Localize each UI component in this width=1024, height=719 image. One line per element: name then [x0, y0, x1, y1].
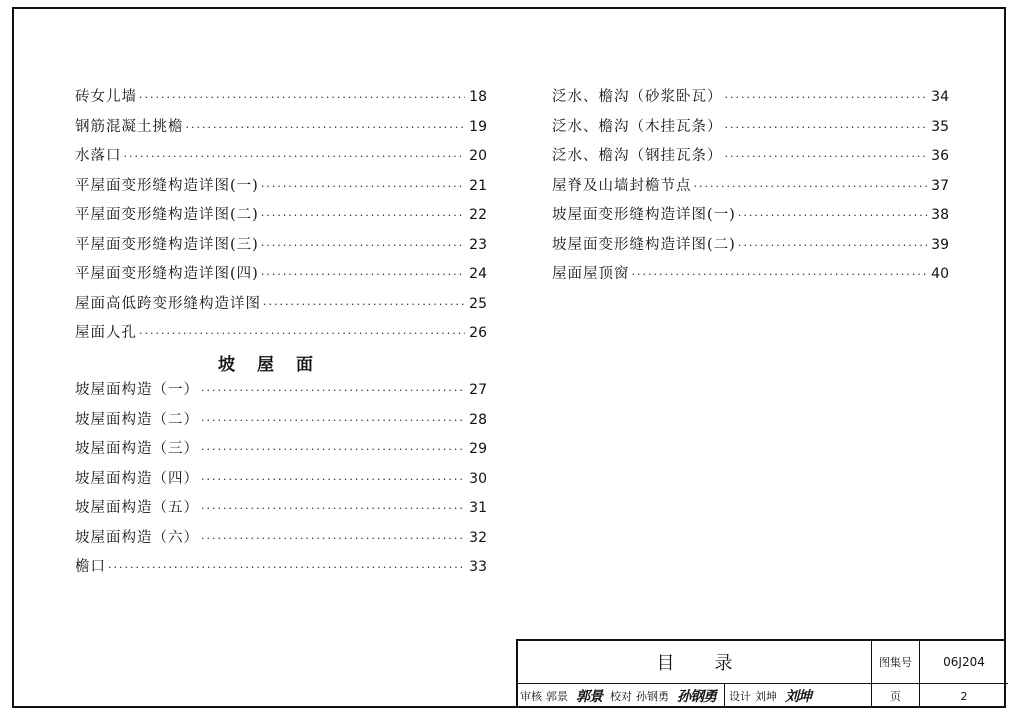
toc-entry	[75, 378, 487, 408]
toc-entry-title: 屋面高低跨变形缝构造详图	[75, 295, 261, 312]
dot-leader	[725, 150, 928, 163]
toc-entry-title: 平屋面变形缝构造详图(四)	[75, 266, 259, 282]
title-block	[516, 639, 1006, 708]
dot-leader	[738, 239, 927, 252]
toc-entry-title: 坡屋面构造（三）	[75, 441, 199, 457]
toc-entry-title: 屋面屋顶窗	[552, 266, 630, 282]
toc-entry-title: 屋脊及山墙封檐节点	[552, 177, 692, 194]
toc-left-sloped-column	[75, 378, 487, 585]
dot-leader	[725, 121, 928, 134]
dot-leader	[738, 209, 927, 222]
designer-signature: 刘坤	[785, 689, 811, 705]
dot-leader	[201, 414, 465, 427]
toc-entry	[75, 144, 487, 174]
toc-entry-title: 屋面人孔	[75, 325, 137, 341]
section-heading: 坡屋面	[218, 355, 335, 375]
toc-entry-page: 34	[931, 89, 949, 105]
page-number: 2	[960, 689, 968, 703]
toc-entry-page: 27	[469, 382, 487, 398]
atlas-label: 图集号	[872, 641, 920, 684]
toc-entry	[75, 526, 487, 556]
toc-entry-page: 21	[469, 177, 487, 194]
toc-entry	[75, 174, 487, 204]
dot-leader	[186, 121, 466, 134]
dot-leader	[201, 443, 465, 456]
toc-entry-title: 砖女儿墙	[75, 89, 137, 105]
toc-entry	[75, 85, 487, 115]
toc-entry-page: 22	[469, 207, 487, 223]
dot-leader	[261, 239, 465, 252]
toc-entry	[75, 262, 487, 292]
dot-leader	[139, 327, 465, 340]
toc-entry-page: 37	[931, 177, 949, 194]
toc-entry-title: 平屋面变形缝构造详图(二)	[75, 207, 259, 223]
toc-entry	[75, 437, 487, 467]
dot-leader	[201, 502, 465, 515]
toc-entry	[552, 174, 949, 204]
toc-entry	[75, 233, 487, 263]
toc-entry-page: 23	[469, 236, 487, 253]
toc-entry	[552, 85, 949, 115]
toc-entry	[552, 233, 949, 263]
toc-entry-title: 檐口	[75, 559, 106, 575]
toc-entry-page: 26	[469, 325, 487, 341]
toc-entry-title: 平屋面变形缝构造详图(一)	[75, 177, 259, 194]
toc-entry-title: 泛水、檐沟（砂浆卧瓦）	[552, 89, 723, 105]
toc-entry-title: 坡屋面构造（六）	[75, 529, 199, 546]
toc-entry-page: 39	[931, 236, 949, 253]
toc-entry-page: 40	[931, 266, 949, 282]
toc-entry-page: 30	[469, 470, 487, 487]
toc-entry-page: 20	[469, 148, 487, 164]
dot-leader	[261, 268, 465, 281]
dot-leader	[201, 384, 465, 397]
divider	[724, 684, 725, 708]
toc-entry	[552, 262, 949, 292]
toc-entry-title: 泛水、檐沟（钢挂瓦条）	[552, 148, 723, 164]
toc-entry	[75, 203, 487, 233]
toc-entry-page: 24	[469, 266, 487, 282]
toc-entry-title: 坡屋面构造（五）	[75, 500, 199, 516]
design-label: 设计	[729, 690, 751, 703]
toc-entry-title: 坡屋面构造（四）	[75, 470, 199, 487]
dot-leader	[124, 150, 466, 163]
designer-name: 刘坤	[755, 690, 777, 703]
page-label: 页	[872, 684, 920, 708]
toc-entry	[75, 321, 487, 351]
toc-entry-page: 25	[469, 295, 487, 312]
toc-entry-page: 31	[469, 500, 487, 516]
toc-entry	[75, 115, 487, 145]
title-block-title: 目录	[518, 641, 872, 684]
toc-entry	[552, 203, 949, 233]
toc-entry-page: 33	[469, 559, 487, 575]
toc-left-column	[75, 85, 487, 351]
toc-entry-page: 36	[931, 148, 949, 164]
dot-leader	[261, 180, 465, 193]
dot-leader	[201, 473, 465, 486]
toc-entry-title: 坡屋面变形缝构造详图(二)	[552, 236, 736, 253]
toc-entry-page: 32	[469, 529, 487, 546]
toc-entry	[75, 496, 487, 526]
dot-leader	[263, 298, 465, 311]
dot-leader	[694, 180, 928, 193]
toc-entry-title: 坡屋面构造（一）	[75, 382, 199, 398]
checker-signature: 孙钢勇	[677, 689, 716, 705]
toc-entry-title: 水落口	[75, 148, 122, 164]
toc-entry	[75, 555, 487, 585]
check-label: 校对	[610, 690, 632, 703]
atlas-number: 06J204	[920, 641, 1008, 684]
toc-entry-page: 19	[469, 118, 487, 135]
toc-right-column	[552, 85, 949, 292]
toc-entry-title: 平屋面变形缝构造详图(三)	[75, 236, 259, 253]
toc-entry-page: 29	[469, 441, 487, 457]
toc-entry-page: 18	[469, 89, 487, 105]
toc-entry-title: 泛水、檐沟（木挂瓦条）	[552, 118, 723, 135]
reviewer-signature: 郭景	[576, 689, 602, 705]
dot-leader	[632, 268, 928, 281]
toc-entry	[75, 292, 487, 322]
dot-leader	[261, 209, 465, 222]
toc-entry	[75, 467, 487, 497]
toc-entry-page: 38	[931, 207, 949, 223]
dot-leader	[725, 91, 928, 104]
dot-leader	[108, 561, 465, 574]
toc-entry-page: 35	[931, 118, 949, 135]
toc-entry-page: 28	[469, 411, 487, 428]
signature-row	[518, 684, 872, 708]
toc-entry-title: 坡屋面构造（二）	[75, 411, 199, 428]
review-label: 审核	[520, 690, 542, 703]
toc-entry	[552, 115, 949, 145]
toc-entry	[552, 144, 949, 174]
dot-leader	[139, 91, 465, 104]
reviewer-name: 郭景	[546, 690, 568, 703]
checker-name: 孙钢勇	[636, 690, 669, 703]
toc-entry	[75, 408, 487, 438]
toc-entry-title: 坡屋面变形缝构造详图(一)	[552, 207, 736, 223]
toc-entry-title: 钢筋混凝土挑檐	[75, 118, 184, 135]
dot-leader	[201, 532, 465, 545]
